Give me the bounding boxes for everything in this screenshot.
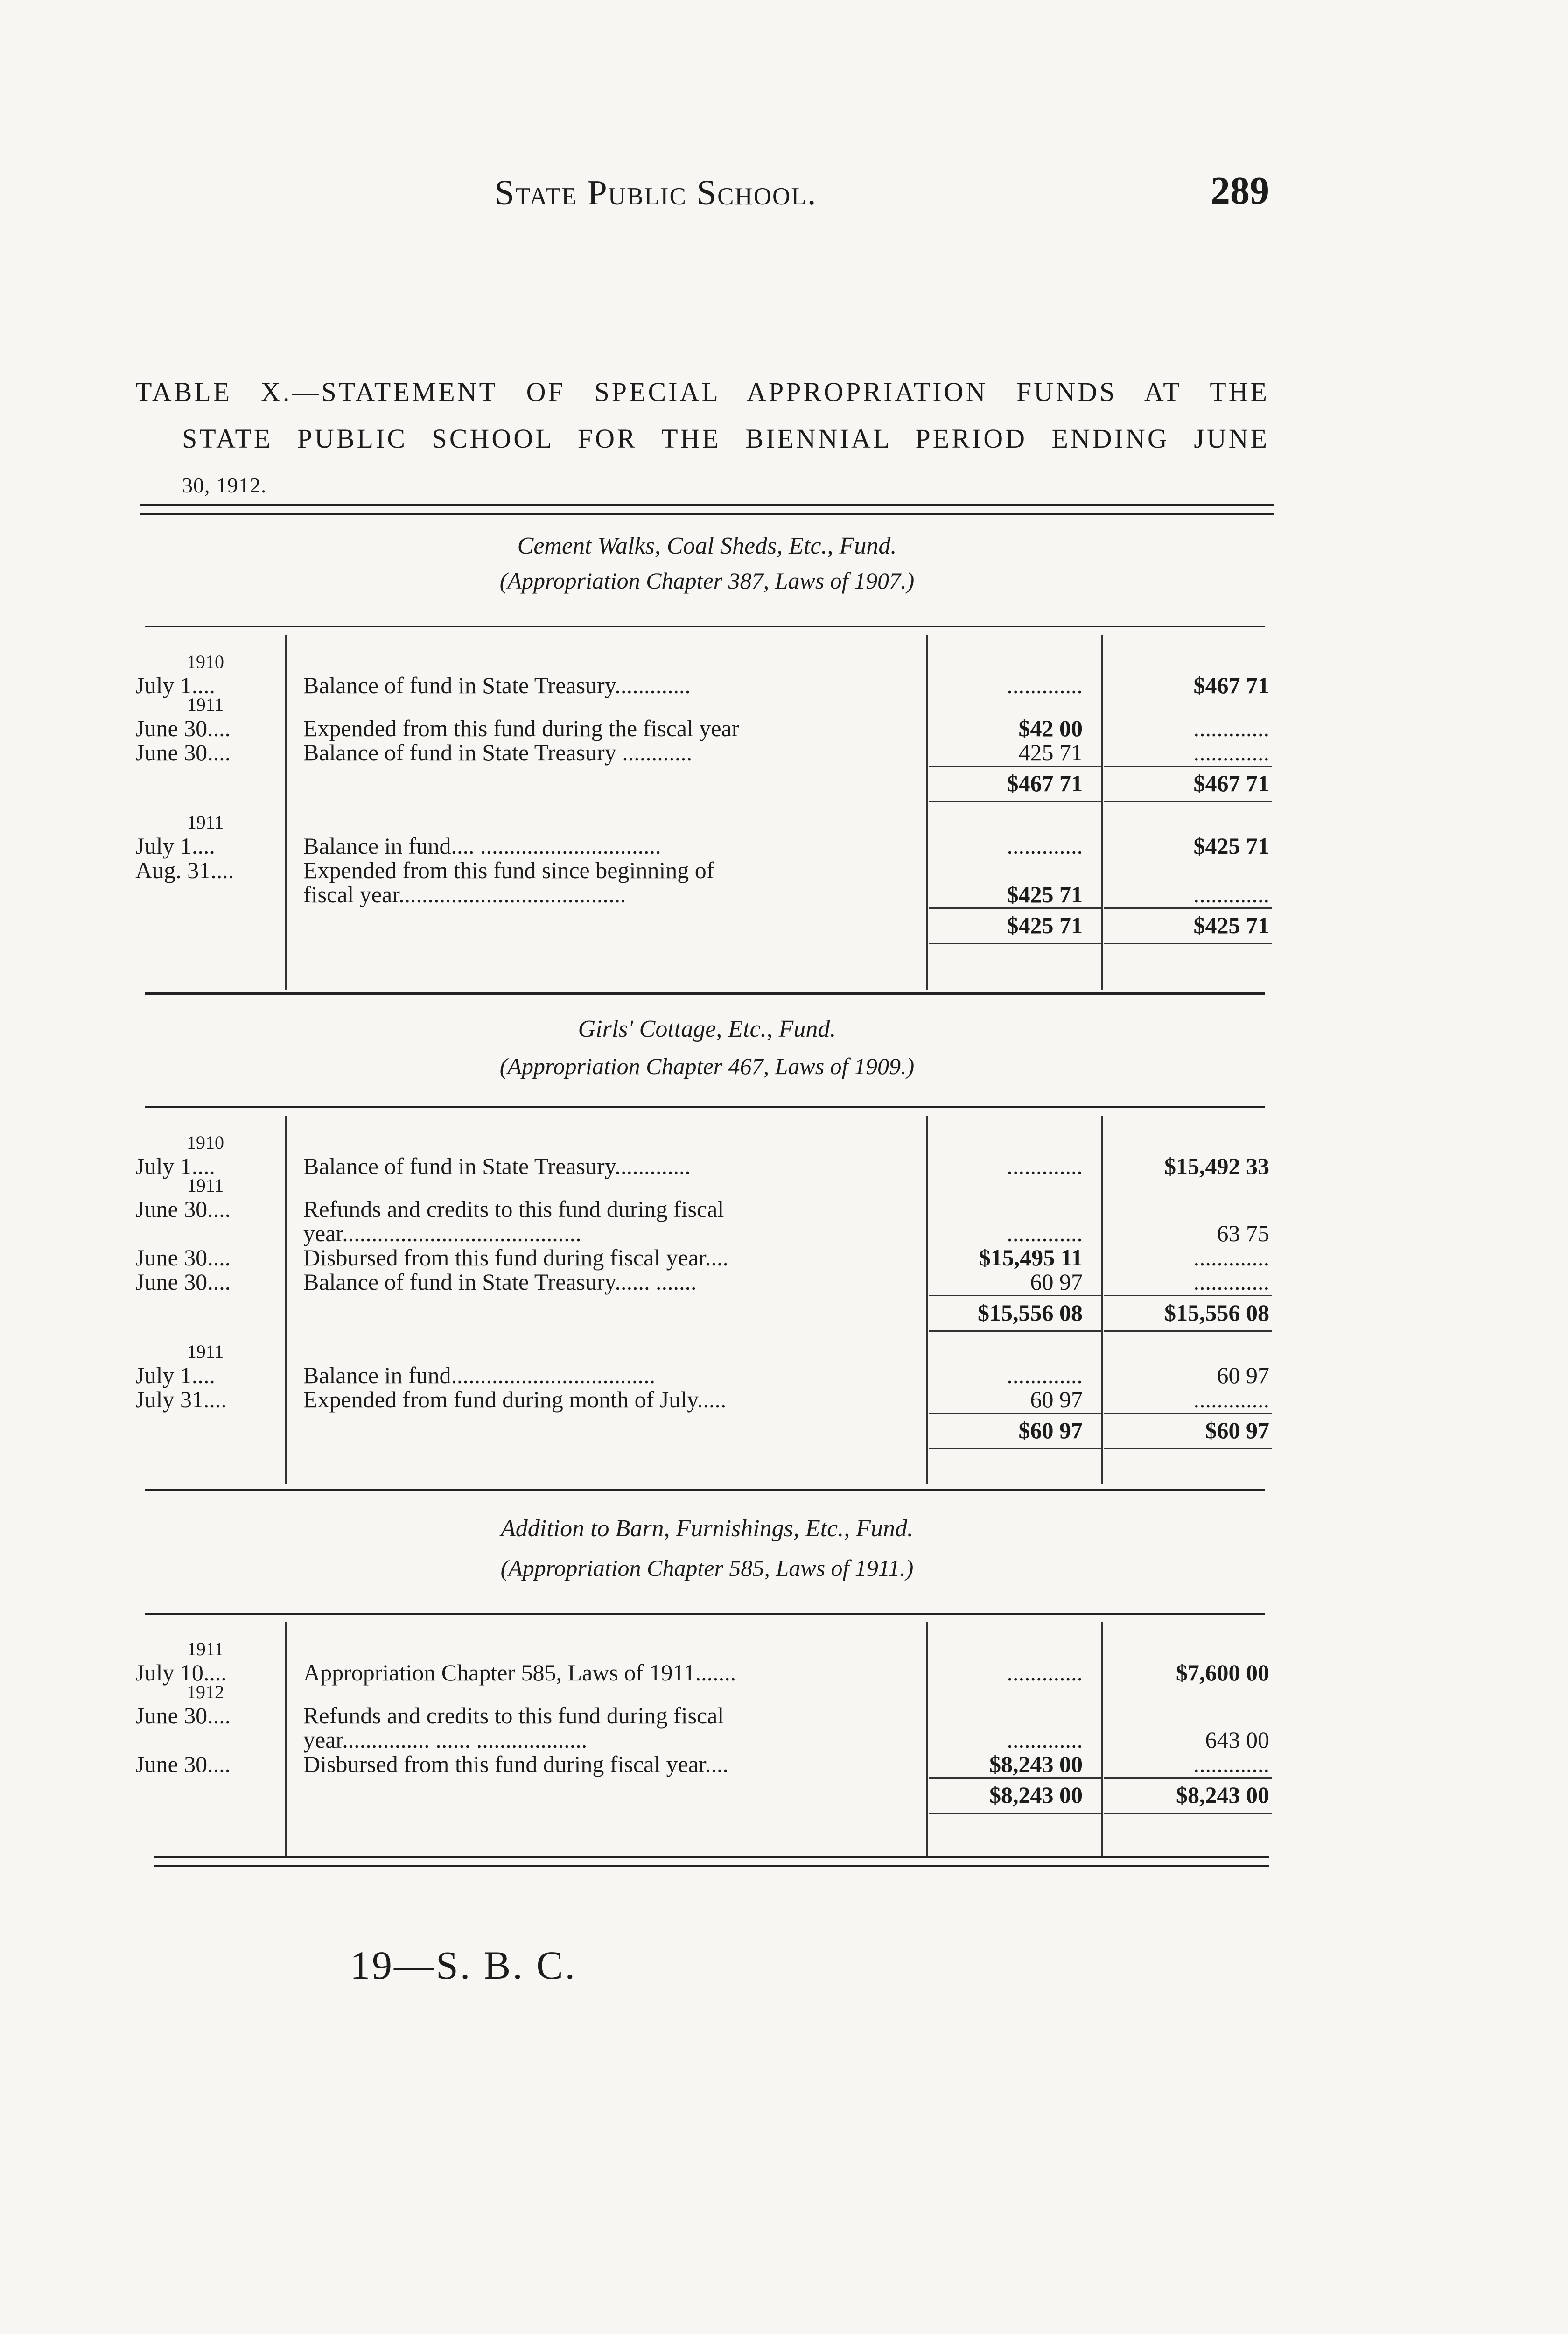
- entry-description: Refunds and credits to this fund during fiscal: [303, 1196, 724, 1222]
- fund-3-bottom-rule-1: [154, 1856, 1269, 1858]
- entry-year: 1911: [187, 1638, 224, 1659]
- entry-date: June 30....: [135, 715, 231, 741]
- running-head: [140, 169, 1269, 219]
- entry-right-amount: .............: [1193, 881, 1269, 907]
- entry-mid-amount: .............: [1007, 1727, 1083, 1753]
- entry-year: 1910: [187, 1132, 224, 1153]
- page-number: 289: [1211, 169, 1269, 212]
- entry-year: 1911: [187, 1341, 224, 1362]
- fund-2-title: Girls' Cottage, Etc., Fund.: [578, 1016, 836, 1042]
- entry-date: June 30....: [135, 1269, 231, 1295]
- ledger-row: [135, 672, 1274, 698]
- fund-3-bottom-rule-2: [154, 1865, 1269, 1867]
- entry-year: 1911: [187, 812, 224, 833]
- entry-mid-amount: 425 71: [1018, 739, 1083, 766]
- fund-2-table: [135, 1116, 1274, 1484]
- entry-mid-amount: .............: [1007, 833, 1083, 859]
- entry-date: July 10....: [135, 1659, 227, 1686]
- ledger-row: [135, 1362, 1274, 1388]
- total-right-amount: $425 71: [1193, 912, 1269, 938]
- entry-date: June 30....: [135, 1702, 231, 1729]
- entry-mid-amount: 60 97: [1030, 1269, 1083, 1295]
- fund-3-subtitle: (Appropriation Chapter 585, Laws of 1911.): [500, 1555, 914, 1581]
- entry-mid-amount: 60 97: [1030, 1386, 1083, 1413]
- total-row: [135, 1417, 1274, 1443]
- entry-right-amount: 643 00: [1205, 1727, 1269, 1753]
- entry-right-amount: $15,492 33: [1164, 1153, 1269, 1179]
- total-right-amount: $8,243 00: [1176, 1782, 1269, 1808]
- total-rule-under: [1104, 943, 1272, 944]
- entry-mid-amount: .............: [1007, 1659, 1083, 1686]
- total-mid-amount: $15,556 08: [978, 1300, 1083, 1326]
- entry-mid-amount: .............: [1007, 1153, 1083, 1179]
- total-right-amount: $60 97: [1205, 1417, 1269, 1443]
- ledger-row: [135, 1220, 1274, 1246]
- fund-2-bottom-rule: [145, 1489, 1265, 1491]
- entry-right-amount: .............: [1193, 1751, 1269, 1777]
- caption-line-2: STATE PUBLIC SCHOOL FOR THE BIENNIAL PERIOD ENDING JUNE: [182, 423, 1269, 454]
- ledger-row: [135, 881, 1274, 907]
- ledger-row: [135, 1659, 1274, 1686]
- ledger-row: [135, 715, 1274, 741]
- total-row: [135, 1300, 1274, 1326]
- caption-line-3: 30, 1912.: [182, 473, 267, 497]
- fund-1-bottom-rule: [145, 992, 1265, 995]
- entry-description: fiscal year.......................................: [303, 881, 626, 907]
- entry-date: June 30....: [135, 1196, 231, 1222]
- entry-right-amount: $7,600 00: [1176, 1659, 1269, 1686]
- ledger-row: [135, 857, 1274, 883]
- table-caption: [135, 369, 1269, 509]
- ledger-row: [135, 1727, 1274, 1753]
- entry-year: 1912: [187, 1681, 224, 1702]
- entry-date: July 1....: [135, 1362, 215, 1388]
- total-rule: [1104, 1777, 1272, 1779]
- entry-year: 1910: [187, 651, 224, 672]
- fund-2-subtitle: (Appropriation Chapter 467, Laws of 1909.): [499, 1053, 915, 1079]
- entry-date: July 1....: [135, 833, 215, 859]
- total-rule: [929, 766, 1101, 767]
- total-rule: [929, 1295, 1101, 1296]
- total-row: [135, 1782, 1274, 1808]
- entry-date: July 1....: [135, 672, 215, 698]
- total-rule-under: [929, 801, 1101, 802]
- caption-rule-top: [140, 504, 1274, 506]
- total-right-amount: $15,556 08: [1164, 1300, 1269, 1326]
- total-rule: [929, 907, 1101, 909]
- ledger-row: [135, 1751, 1274, 1777]
- entry-description: Appropriation Chapter 585, Laws of 1911.......: [303, 1659, 736, 1686]
- entry-right-amount: .............: [1193, 1386, 1269, 1413]
- ledger-row: [135, 1153, 1274, 1179]
- signature-mark: 19—S. B. C.: [350, 1943, 577, 1988]
- entry-description: Balance of fund in State Treasury...... .......: [303, 1269, 697, 1295]
- fund-3-title: Addition to Barn, Furnishings, Etc., Fund.: [501, 1515, 913, 1542]
- entry-date: June 30....: [135, 1244, 231, 1271]
- entry-mid-amount: .............: [1007, 1220, 1083, 1246]
- entry-description: Expended from this fund during the fiscal year: [303, 715, 740, 741]
- fund-1-title: Cement Walks, Coal Sheds, Etc., Fund.: [517, 533, 897, 559]
- total-mid-amount: $425 71: [1007, 912, 1083, 938]
- total-rule: [929, 1413, 1101, 1414]
- entry-right-amount: .............: [1193, 1269, 1269, 1295]
- fund-1-table: [135, 635, 1274, 990]
- total-rule-under: [929, 943, 1101, 944]
- total-mid-amount: $60 97: [1018, 1417, 1083, 1443]
- entry-description: Expended from this fund since beginning of: [303, 857, 714, 883]
- entry-right-amount: $467 71: [1193, 672, 1269, 698]
- fund-3-top-rule: [145, 1613, 1265, 1615]
- ledger-row: [135, 1244, 1274, 1271]
- entry-description: Expended from fund during month of July.....: [303, 1386, 727, 1413]
- entry-year: 1911: [187, 1175, 224, 1196]
- entry-description: Balance of fund in State Treasury ............: [303, 739, 693, 766]
- entry-mid-amount: .............: [1007, 1362, 1083, 1388]
- entry-description: Balance of fund in State Treasury.............: [303, 1153, 691, 1179]
- total-rule-under: [929, 1813, 1101, 1814]
- entry-description: Disbursed from this fund during fiscal year....: [303, 1751, 728, 1777]
- entry-description: year............... ...... ...................: [303, 1727, 588, 1753]
- ledger-row: [135, 1702, 1274, 1729]
- total-rule: [1104, 766, 1272, 767]
- entry-year: 1911: [187, 694, 224, 715]
- entry-mid-amount: $15,495 11: [979, 1244, 1083, 1271]
- entry-date: June 30....: [135, 1751, 231, 1777]
- entry-mid-amount: $42 00: [1018, 715, 1083, 741]
- entry-date: Aug. 31....: [135, 857, 234, 883]
- entry-description: Balance in fund.... ...............................: [303, 833, 661, 859]
- running-title: State Public School.: [495, 173, 817, 212]
- entry-mid-amount: $8,243 00: [989, 1751, 1083, 1777]
- entry-right-amount: .............: [1193, 1244, 1269, 1271]
- entry-mid-amount: $425 71: [1007, 881, 1083, 907]
- fund-2-top-rule: [145, 1106, 1265, 1108]
- entry-description: Balance in fund...................................: [303, 1362, 656, 1388]
- total-right-amount: $467 71: [1193, 770, 1269, 796]
- total-mid-amount: $467 71: [1007, 770, 1083, 796]
- total-rule-under: [1104, 1813, 1272, 1814]
- entry-right-amount: .............: [1193, 715, 1269, 741]
- entry-right-amount: 63 75: [1217, 1220, 1269, 1246]
- total-rule: [1104, 1413, 1272, 1414]
- ledger-row: [135, 833, 1274, 859]
- ledger-row: [135, 1269, 1274, 1295]
- total-rule-under: [929, 1448, 1101, 1449]
- entry-description: year.........................................: [303, 1220, 581, 1246]
- total-row: [135, 912, 1274, 938]
- entry-date: June 30....: [135, 739, 231, 766]
- ledger-row: [135, 1196, 1274, 1222]
- entry-right-amount: 60 97: [1217, 1362, 1269, 1388]
- entry-right-amount: .............: [1193, 739, 1269, 766]
- ledger-row: [135, 1386, 1274, 1413]
- caption-rule-bottom: [140, 513, 1274, 515]
- fund-1-top-rule: [145, 626, 1265, 627]
- entry-description: Balance of fund in State Treasury.............: [303, 672, 691, 698]
- total-rule-under: [1104, 1448, 1272, 1449]
- fund-1-subtitle: (Appropriation Chapter 387, Laws of 1907.): [499, 568, 915, 594]
- total-rule-under: [1104, 1330, 1272, 1332]
- total-rule: [1104, 907, 1272, 909]
- entry-date: July 1....: [135, 1153, 215, 1179]
- total-row: [135, 770, 1274, 796]
- fund-3-table: [135, 1622, 1274, 1856]
- entry-description: Refunds and credits to this fund during fiscal: [303, 1702, 724, 1729]
- total-rule-under: [929, 1330, 1101, 1332]
- total-mid-amount: $8,243 00: [989, 1782, 1083, 1808]
- entry-date: July 31....: [135, 1386, 227, 1413]
- entry-right-amount: $425 71: [1193, 833, 1269, 859]
- ledger-row: [135, 739, 1274, 766]
- total-rule-under: [1104, 801, 1272, 802]
- entry-mid-amount: .............: [1007, 672, 1083, 698]
- total-rule: [1104, 1295, 1272, 1296]
- caption-line-1: TABLE X.—STATEMENT OF SPECIAL APPROPRIATION FUNDS AT THE: [135, 377, 1269, 407]
- entry-description: Disbursed from this fund during fiscal year....: [303, 1244, 728, 1271]
- total-rule: [929, 1777, 1101, 1779]
